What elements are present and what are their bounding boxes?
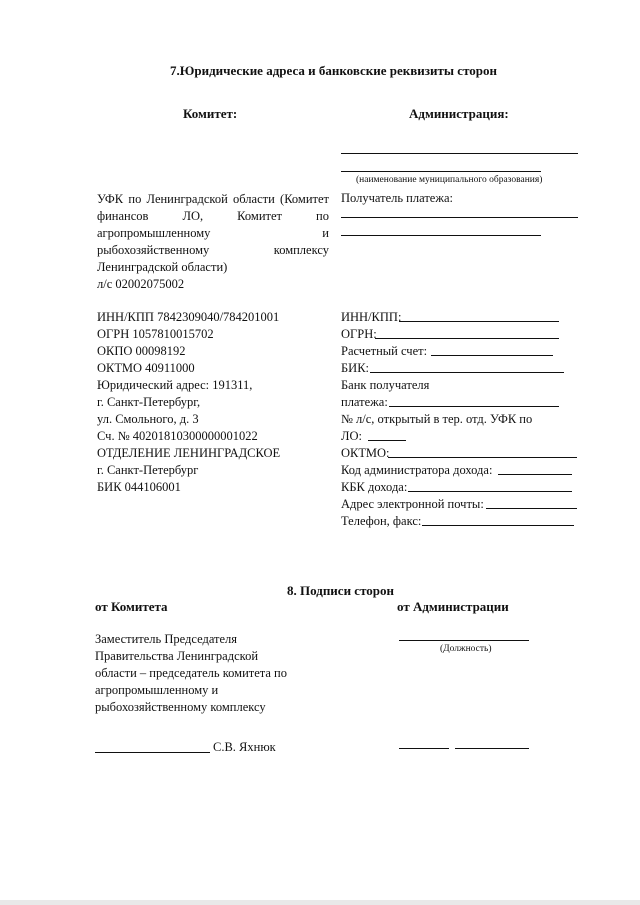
- committee-address3: ул. Смольного, д. 3: [97, 412, 199, 426]
- admin-position-line: [399, 640, 529, 641]
- admin-code-label: Код администратора дохода:: [341, 463, 493, 477]
- admin-ogrn-label: ОГРН:: [341, 327, 377, 341]
- municipal-name-line-1: [341, 153, 578, 154]
- admin-ls-label-2: ЛО:: [341, 429, 362, 443]
- section8-title: 8. Подписи сторон: [287, 583, 395, 598]
- committee-ufk-line4: рыбохозяйственному комплексу: [97, 243, 329, 257]
- committee-header: Комитет:: [183, 106, 238, 121]
- administration-header: Администрация:: [409, 106, 509, 121]
- committee-ufk-line1: УФК по Ленинградской области (Комитет: [97, 192, 329, 206]
- admin-bank-label-1: Банк получателя: [341, 378, 430, 392]
- admin-oktmo-label: ОКТМО:: [341, 446, 390, 460]
- admin-bik-label: БИК:: [341, 361, 370, 375]
- committee-position-line5: рыбохозяйственному комплексу: [95, 700, 266, 714]
- committee-position-line3: области – председатель комитета по: [95, 666, 287, 680]
- admin-email-line: [486, 508, 577, 509]
- committee-account: Сч. № 40201810300000001022: [97, 429, 258, 443]
- committee-okpo: ОКПО 00098192: [97, 344, 186, 358]
- admin-oktmo-line: [388, 457, 577, 458]
- admin-bank-line: [389, 406, 559, 407]
- committee-inn: ИНН/КПП 7842309040/784201001: [97, 310, 280, 324]
- committee-ufk-line5: Ленинградской области): [97, 260, 228, 274]
- committee-position-line4: агропромышленному и: [95, 683, 219, 697]
- committee-ufk-line3: агропромышленному и: [97, 226, 329, 240]
- admin-ogrn-line: [375, 338, 559, 339]
- committee-address1: Юридический адрес: 191311,: [97, 378, 253, 392]
- admin-kbk-line: [408, 491, 572, 492]
- committee-signer-name: С.В. Яхнюк: [213, 740, 276, 754]
- committee-department: ОТДЕЛЕНИЕ ЛЕНИНГРАДСКОЕ: [97, 446, 281, 460]
- admin-signature-line: [399, 748, 449, 749]
- admin-kbk-label: КБК дохода:: [341, 480, 408, 494]
- admin-code-line: [498, 474, 572, 475]
- admin-signer-name-line: [455, 748, 529, 749]
- committee-position-line1: Заместитель Председателя: [95, 632, 238, 646]
- admin-phone-line: [422, 525, 574, 526]
- committee-oktmo: ОКТМО 40911000: [97, 361, 195, 375]
- admin-account-line: [431, 355, 553, 356]
- committee-address2: г. Санкт-Петербург,: [97, 395, 201, 409]
- municipal-name-caption: (наименование муниципального образования): [356, 175, 543, 185]
- committee-signature-line: [95, 752, 210, 753]
- admin-payee-line-2: [341, 235, 541, 236]
- committee-ls: л/с 02002075002: [97, 277, 185, 291]
- committee-position-line2: Правительства Ленинградской: [95, 649, 259, 663]
- committee-ogrn: ОГРН 1057810015702: [97, 327, 214, 341]
- admin-payee-label: Получатель платежа:: [341, 191, 454, 205]
- admin-email-label: Адрес электронной почты:: [341, 497, 484, 511]
- admin-ls-label-1: № л/с, открытый в тер. отд. УФК по: [341, 412, 533, 426]
- section7-title: 7.Юридические адреса и банковские реквизиты сторон: [170, 63, 497, 78]
- admin-ls-line: [368, 440, 406, 441]
- admin-inn-kpp-label: ИНН/КПП:: [341, 310, 402, 324]
- municipal-name-line-2: [341, 171, 541, 172]
- committee-bik: БИК 044106001: [97, 480, 181, 494]
- admin-payee-line-1: [341, 217, 578, 218]
- admin-position-caption: (Должность): [440, 644, 492, 654]
- committee-ufk-line2: финансов ЛО, Комитет по: [97, 209, 329, 223]
- from-administration-header: от Администрации: [397, 599, 509, 614]
- committee-city: г. Санкт-Петербург: [97, 463, 199, 477]
- admin-account-label: Расчетный счет:: [341, 344, 428, 358]
- admin-bik-line: [370, 372, 564, 373]
- admin-phone-label: Телефон, факс:: [341, 514, 422, 528]
- admin-bank-label-2: платежа:: [341, 395, 388, 409]
- page-bottom-edge: [0, 900, 640, 905]
- admin-inn-kpp-line: [399, 321, 559, 322]
- from-committee-header: от Комитета: [95, 599, 168, 614]
